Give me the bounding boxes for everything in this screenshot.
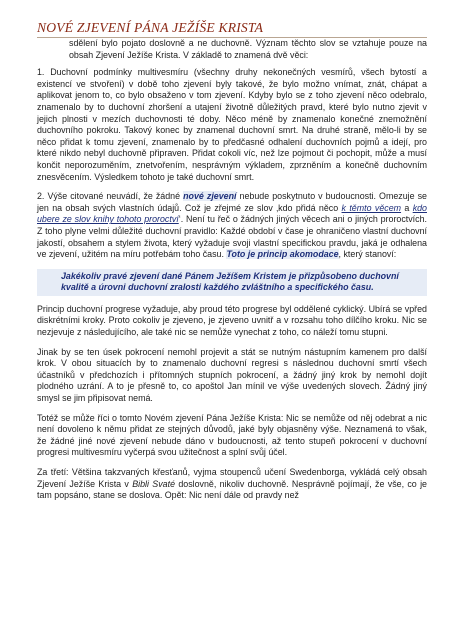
point-2-text-b: nebude poskytnuto v budoucnosti. Omezuje se jen na obsah svých vlastních údajů. Což je zřejmé ze slov ‚kdo přidá něco [37,191,427,213]
point-2-text-a: 2. Výše citované neuvádí, že žádné [37,191,184,202]
intro-paragraph: sdělení bylo pojato doslovně a ne duchovně. Význam těchto slov se vztahuje pouze na obsah Zjevení Ježíše Krista. V základě to znamená dvě věci: [69,38,427,60]
point-2-paragraph [37,191,427,261]
principle-quote: Jakékoliv pravé zjevení dané Pánem Ježíšem Kristem je přizpůsobeno duchovní kvalitě a úrovni duchovní zralosti každého zvláštního a specifického času. [37,269,427,296]
point-2-text-d: ‘. Není tu řeč o žádných jiných věcech ani o jiných proroctvích. Z toho plyne velmi důležité duchovní pravidlo: Každé období v čase je ohraničeno vlastní duchovní jakostí, obsahem a stylem života, který vyžaduje svoji vlastní specifickou pravdu, jaká je odhalena ve zjevení, užitém na míru potřebám toho času. [37,214,427,260]
page-content [37,38,427,510]
point-1-paragraph: 1. Duchovní podmínky multivesmíru (všechny druhy nekonečných vesmírů, všech bytostí a existencí ve stvoření) v době toho zjevení byly takové, že bylo možno vnímat, znát, chápat a aplikovat jenom to, co bylo obsaženo v tom zjevení. Kdyby bylo se z toho zjevení něco odebralo, znamenalo by to duchovní zhoršení a utajení životně důležitých pravd, které bylo nutno zjevit v jejich plnosti v mezích duchovnosti té doby. Něco méně by znamenalo konečné znemožnění duchovního pokroku. Takový konec by znamenal duchovní smrt. Na druhé straně, mělo-li by se něco přidat k tomu zjevení, znamenalo by to předčasné odhalení duchovních pojmů a idejí, pro které nikdo nebyl duchovně připraven. Přidat cokoli víc, než lze pojmout či pochopit, může a musí končit neporozuměním, znetvořením, nesprávným výkladem, zprzněním a konečně duchovním znesvěcením. Výsledkem tohoto je také duchovní smrt. [37,67,427,182]
point-2-emphasis-accommodation: Toto je princip akomodace [226,249,339,260]
step-paragraph: Jinak by se ten úsek pokrocení nemohl projevit a stát se nutným nástupním kamenem pro další krok. V obou situacích by to znamenalo duchovní regresi s následnou duchovní smrtí všech účastníků v předchozích i přítomných stupních pokrocení, a žádný jiný krok by nemohl dojít plodného uzrání. A to je přesně to, co apoštol Jan mínil ve výše uvedených slovech. Žádný jiný smysl se jim připisovat nemá. [37,346,427,404]
third-text-a: Za třetí: Většina takzvaných křesťanů, vyjma stoupenců učení Swedenborga, vykládá celý obsah Zjevení Ježíše Krista v [37,467,427,489]
same-paragraph: Totéž se může říci o tomto Novém zjevení Pána Ježíše Krista: Nic se nemůže od něj odebrat a nic není dovoleno k němu přidat ze stejných důvodů, jaké byly objasněny výše. Neznamená to však, že žádné jiné nové zjevení nebude dáno v budoucnosti, až tento stupeň pokrocení v duchovní progresi multivesmíru vyčerpá svou užitečnost a splní svůj účel. [37,412,427,458]
third-emphasis-bible: Bibli Svaté [132,478,175,489]
point-2-text-c: a [401,202,413,213]
point-2-emphasis-new-revelation: nové zjevení [183,191,237,202]
third-text-b: doslovně, nikoliv duchovně. Nesprávně pojímají, že vše, co je tam popsáno, stane se doslova. Opět: Nic není dále od pravdy než [37,478,427,501]
progress-paragraph: Princip duchovní progrese vyžaduje, aby proud této progrese byl oddělené cyklický. Ubírá se vpřed diskrétními kroky. Proto cokoliv je zjeveno, je zjeveno uvnitř a v rozsahu toho dílčího kroku. Nic se nezjevuje z následujícího, ale také nic se nemůže vynechat z toho, co náleží tomu stupni. [37,303,427,338]
point-2-text-e: , který stanoví: [338,249,397,260]
third-paragraph [37,467,427,502]
running-header: NOVÉ ZJEVENÍ PÁNA JEŽÍŠE KRISTA [37,20,427,38]
point-2-underline-things: k těmto věcem [341,202,402,213]
point-2-underline-book: kdo ubere ze slov knihy tohoto proroctví [37,202,427,225]
